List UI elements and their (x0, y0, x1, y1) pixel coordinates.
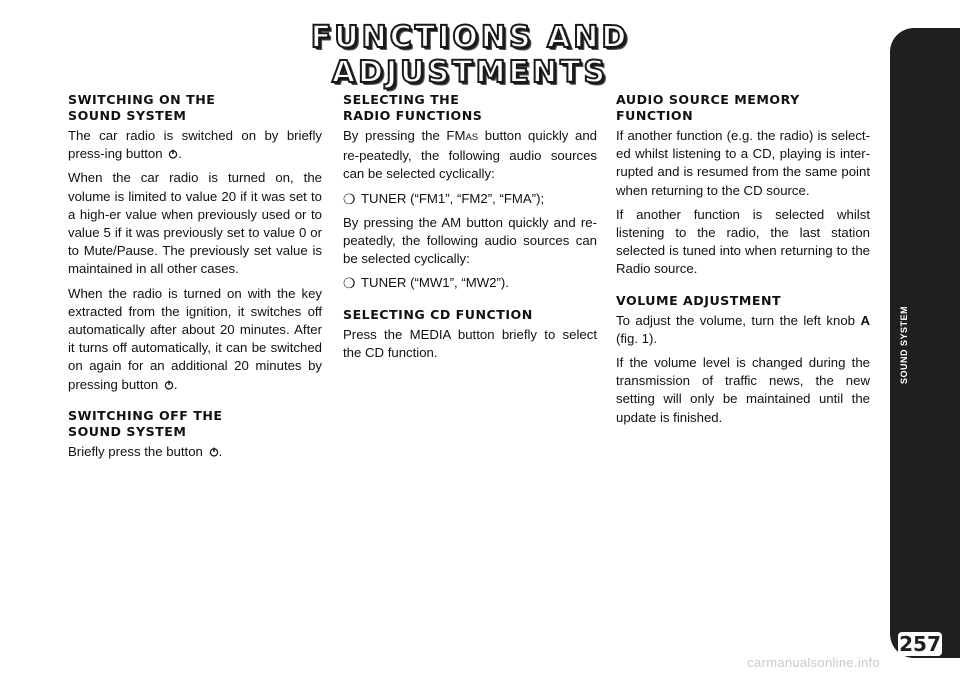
paragraph-text: The car radio is switched on by briefly press-ing button (68, 128, 322, 162)
heading-volume-adjustment: VOLUME ADJUSTMENT (616, 292, 782, 308)
paragraph: If another function is selected whilst listening to the radio, the last station selected is tuned into when returning to the Radio source. (616, 206, 870, 277)
heading-line: AUDIO SOURCE MEMORY (616, 92, 800, 107)
paragraph-text: (fig. 1). (616, 330, 658, 346)
paragraph: When the radio is turned on with the key extracted from the ignition, it switches off automatically after about 20 minutes. After it turns off automatically, it can be switched on again for an additional 20 minutes by pressing button . (68, 285, 322, 392)
heading-line: SOUND SYSTEM (68, 108, 187, 123)
paragraph-text: To adjust the volume, turn the left knob (616, 312, 861, 328)
paragraph (343, 127, 597, 184)
heading-line: RADIO FUNCTIONS (343, 108, 483, 123)
paragraph-text: When the radio is turned on with the key extracted from the ignition, it switches off automatically after about 20 minutes. After it turns off automatically, it can be switched on again for an additional 20 minutes by pressing button (68, 285, 322, 392)
bullet-icon: ❍ (343, 275, 356, 292)
list (343, 274, 597, 292)
heading-radio-functions (343, 92, 597, 124)
chapter-tab-label: SOUND SYSTEM (899, 306, 909, 385)
column-memory-volume (616, 92, 870, 433)
heading-line: SWITCHING OFF THE (68, 407, 223, 423)
heading-cd-function: SELECTING CD FUNCTION (343, 306, 533, 322)
power-icon (164, 380, 174, 390)
column-radio-functions (343, 92, 597, 368)
paragraph-text: By pressing the FM (343, 128, 466, 143)
page-number: 257 (899, 632, 941, 656)
paragraph: By pressing the AM button quickly and re-peatedly, the following audio sources can be selected cyclically: (343, 214, 597, 267)
paragraph: If another function (e.g. the radio) is select-ed whilst listening to a CD, playing is inter-rupted and is resumed from the same point when returning to the CD source. (616, 128, 870, 198)
heading-line: SOUND SYSTEM (68, 423, 187, 439)
paragraph: The car radio is switched on by briefly press-ing button . (68, 128, 322, 162)
small-caps-text: AS (465, 132, 479, 143)
heading-audio-source-memory (616, 92, 870, 124)
bullet-icon: ❍ (343, 190, 356, 207)
list-item (343, 190, 597, 208)
list-item (343, 274, 597, 292)
column-sound-system-power (68, 92, 322, 467)
list-item-text: TUNER (“MW1”, “MW2”). (361, 275, 509, 291)
power-icon (168, 149, 178, 159)
page-title: FUNCTIONS AND ADJUSTMENTS (310, 20, 630, 90)
power-icon (209, 447, 219, 457)
paragraph: Press the MEDIA button briefly to select the CD function. (343, 326, 597, 360)
paragraph (616, 312, 870, 348)
watermark: carmanualsonline.info (747, 655, 880, 670)
heading-line: SWITCHING ON THE (68, 92, 216, 107)
heading-line: FUNCTION (616, 108, 694, 123)
paragraph-text: button quickly and re-peatedly, the following audio sources can be selected cyclically: (343, 128, 597, 182)
paragraph: If the volume level is changed during the transmission of traffic news, the new setting will only be maintained until the update is finished. (616, 355, 870, 425)
list (343, 190, 597, 208)
heading-switching-on (68, 92, 322, 124)
paragraph: Briefly press the button . (68, 443, 223, 459)
knob-label: A (860, 312, 870, 328)
paragraph-text: Briefly press the button (68, 443, 203, 459)
heading-switching-off (68, 408, 322, 440)
paragraph: When the car radio is turned on, the volume is limited to value 20 if it was set to a high-er value when previously used or to value 5 if it was previously set to value 0 or to Mute/Pause. The previously set value is maintained in all other cases. (68, 170, 322, 277)
heading-line: SELECTING THE (343, 92, 460, 107)
list-item-text: TUNER (“FM1”, “FM2”, “FMA”); (361, 190, 545, 206)
